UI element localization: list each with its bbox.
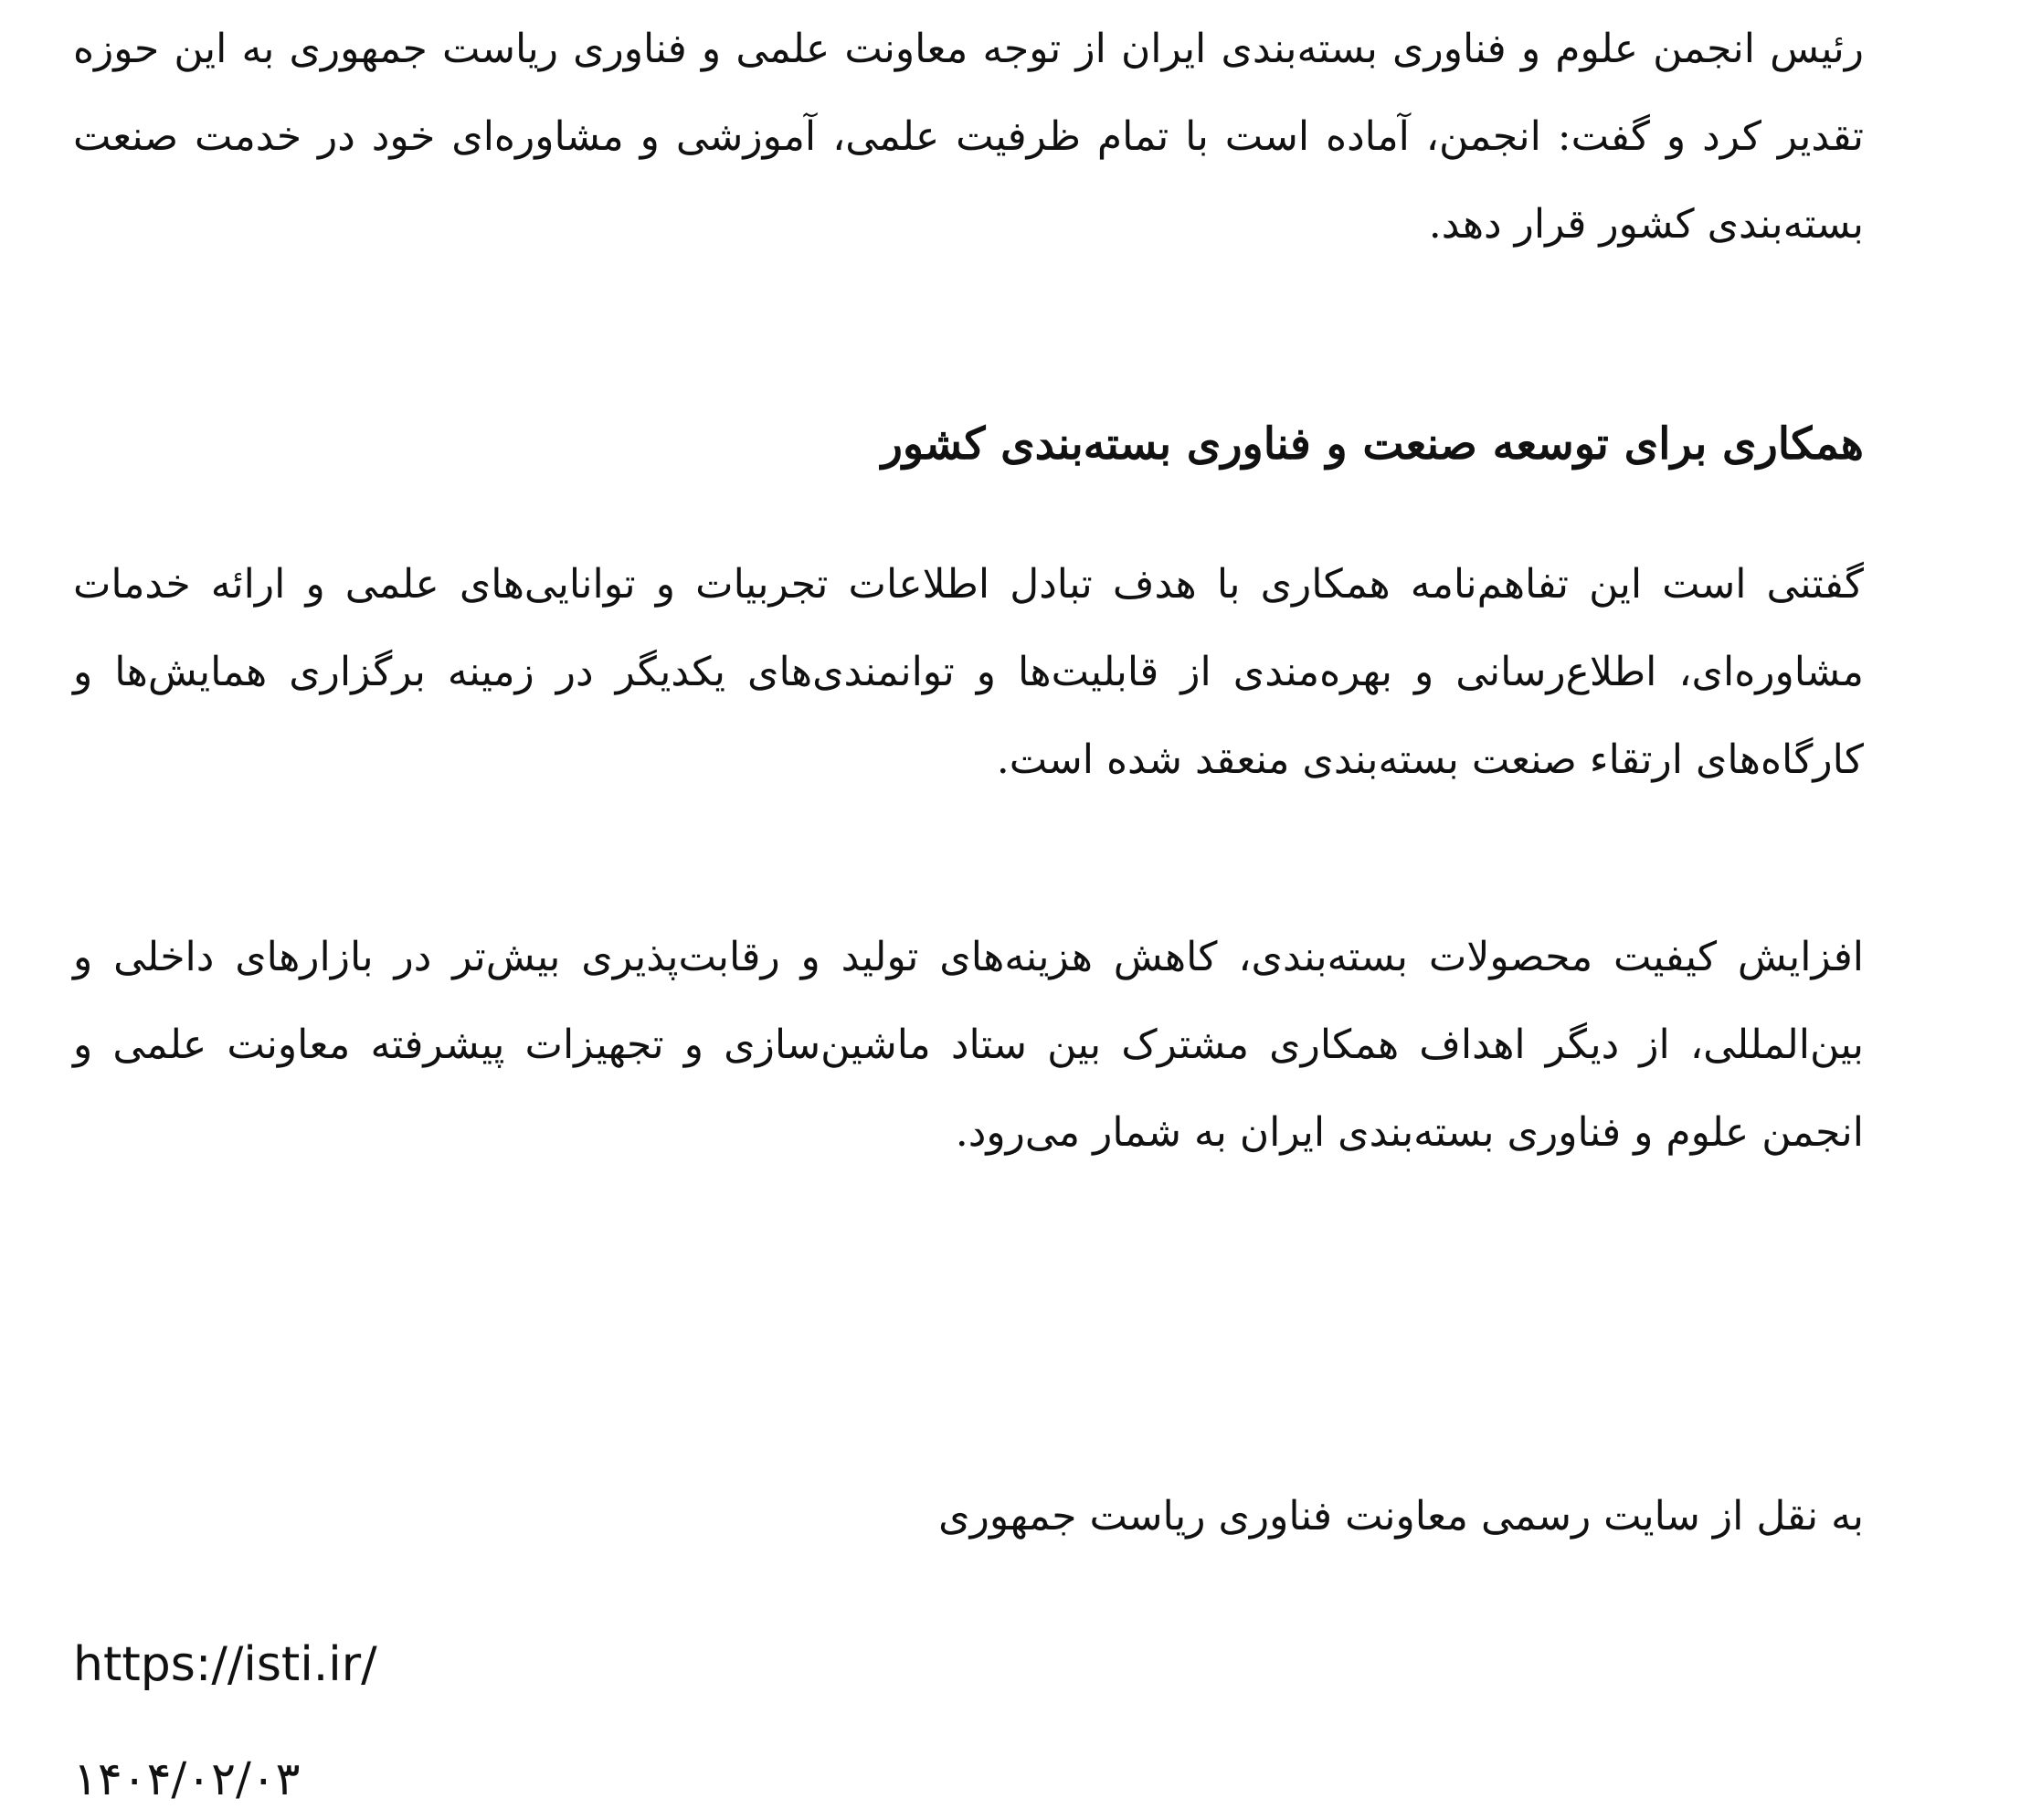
section-heading: همکاری برای توسعه صنعت و فناوری بسته‌بندی کشور	[881, 418, 1864, 470]
paragraph-intro: رئیس انجمن علوم و فناوری بسته‌بندی ایران از توجه معاونت علمی و فناوری ریاست جمهوری به این حوزه تقدیر کرد و گفت: انجمن، آماده است با تمام ظرفیت علمی، آموزشی و مشاوره‌ای خود در خدمت صنعت بسته‌بندی کشور قرار دهد.	[73, 26, 1864, 248]
source-url: https://isti.ir/	[73, 1637, 377, 1692]
publication-date: ۱۴۰۴/۰۲/۰۳	[73, 1752, 301, 1805]
source-attribution: به نقل از سایت رسمی معاونت فناوری ریاست جمهوری	[938, 1493, 1864, 1540]
paragraph-goals: افزایش کیفیت محصولات بسته‌بندی، کاهش هزینه‌های تولید و رقابت‌پذیری بیش‌تر در بازارهای داخلی و بین‌المللی، از دیگر اهداف همکاری مشترک بین ستاد ماشین‌سازی و تجهیزات پیشرفته معاونت علمی و انجمن علوم و فناوری بسته‌بندی ایران به شمار می‌رود.	[73, 934, 1864, 1156]
paragraph-agreement: گفتنی است این تفاهم‌نامه همکاری با هدف تبادل اطلاعات تجربیات و توانایی‌های علمی و ارائه خدمات مشاوره‌ای، اطلاع‌رسانی و بهره‌مندی از قابلیت‌ها و توانمندی‌های یکدیگر در زمینه برگزاری همایش‌ها و کارگاه‌های ارتقاء صنعت بسته‌بندی منعقد شده است.	[73, 561, 1864, 783]
